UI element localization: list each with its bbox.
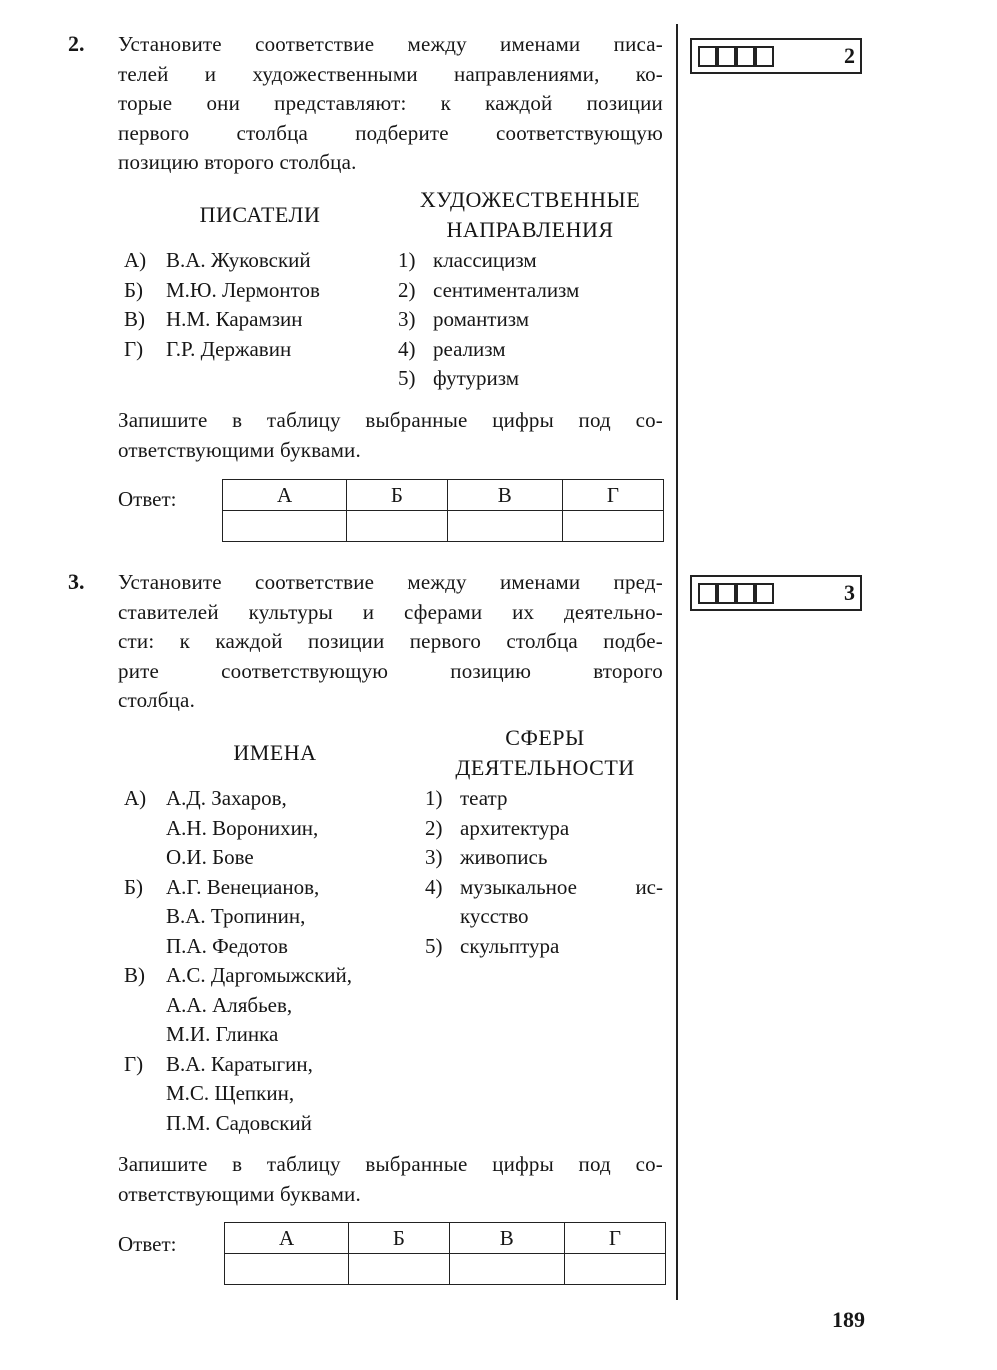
list-item	[398, 364, 579, 394]
answer-header: А	[223, 480, 347, 511]
list-item	[124, 784, 352, 873]
statement-line: столбца.	[118, 688, 196, 712]
item-text: А.Г. Венецианов,	[166, 874, 320, 899]
task-3-number: 3.	[68, 569, 85, 594]
item-text: классицизм	[433, 248, 537, 272]
item-text: А.Д. Захаров,	[166, 786, 287, 810]
item-text: реализм	[433, 336, 506, 361]
item-text: А.Н. Воронихин,	[166, 815, 319, 840]
item-text: Г.Р. Державин	[166, 336, 292, 361]
answer-header: Г	[563, 480, 664, 511]
heading-line: СФЕРЫ	[505, 725, 585, 750]
item-text: В.А. Тропинин,	[166, 904, 306, 928]
list-item	[425, 932, 663, 962]
code-cell[interactable]	[736, 583, 755, 604]
statement-line: торые они представляют: к каждой позиции	[118, 91, 663, 115]
answer-cell[interactable]	[447, 511, 562, 542]
list-item	[124, 873, 352, 962]
item-letter: Б)	[124, 874, 144, 899]
task-2-right-heading	[390, 185, 670, 244]
list-item	[398, 276, 579, 306]
list-item	[124, 276, 320, 306]
statement-line: телей и художественными направлениями, ко-	[118, 61, 663, 86]
item-text: кусство	[460, 904, 529, 928]
item-text: романтизм	[433, 307, 530, 331]
item-text: В.А. Жуковский	[166, 248, 311, 272]
answer-header: Б	[347, 480, 447, 511]
task-2-answer-code-box	[690, 38, 862, 74]
task-3-left-list	[124, 784, 352, 1138]
statement-line: первого столбца подберите соответствующую	[118, 120, 663, 145]
item-text: музыкальное ис-	[460, 874, 663, 899]
task-3-answer-table	[224, 1222, 666, 1285]
answer-code-cells	[698, 583, 774, 604]
item-number: 1)	[398, 248, 416, 272]
task-2-left-heading: ПИСАТЕЛИ	[199, 202, 321, 227]
instruction-line: Запишите в таблицу выбранные цифры под со-	[118, 1152, 663, 1176]
answer-header: Г	[565, 1223, 666, 1254]
heading-line: НАПРАВЛЕНИЯ	[446, 216, 614, 242]
item-text: В.А. Каратыгин,	[166, 1051, 313, 1076]
task-3-statement	[118, 568, 663, 716]
item-letter: В)	[124, 963, 145, 987]
list-item	[398, 335, 579, 365]
statement-line: сти: к каждой позиции первого столбца подбе-	[118, 629, 663, 653]
item-number: 1)	[425, 786, 443, 810]
item-number: 5)	[425, 933, 443, 958]
code-cell[interactable]	[698, 583, 717, 604]
answer-cell[interactable]	[565, 1254, 666, 1285]
page-number: 189	[832, 1307, 865, 1332]
list-item	[124, 335, 320, 365]
list-item	[425, 873, 663, 932]
task-2-right-list	[398, 246, 579, 394]
task-3-answer-label: Ответ:	[118, 1232, 177, 1256]
item-number: 2)	[398, 277, 416, 302]
item-letter: Б)	[124, 277, 144, 302]
item-text: М.Ю. Лермонтов	[166, 277, 320, 302]
margin-divider	[676, 24, 678, 1300]
item-number: 5)	[398, 366, 416, 390]
item-number: 3)	[398, 307, 416, 331]
item-number: 3)	[425, 845, 443, 869]
answer-code-cells	[698, 46, 774, 67]
answer-header: В	[449, 1223, 564, 1254]
answer-cell[interactable]	[563, 511, 664, 542]
item-text: скульптура	[460, 933, 560, 958]
answer-cell[interactable]	[223, 511, 347, 542]
item-letter: Г)	[124, 336, 144, 361]
heading-line: ХУДОЖЕСТВЕННЫЕ	[419, 187, 641, 212]
item-text: П.А. Федотов	[166, 933, 288, 958]
item-number: 4)	[398, 336, 416, 361]
item-letter: А)	[124, 786, 147, 810]
answer-header: В	[447, 480, 562, 511]
code-number: 3	[844, 580, 855, 605]
item-letter: А)	[124, 248, 147, 272]
task-3-right-heading	[405, 723, 685, 782]
item-text: А.С. Даргомыжский,	[166, 963, 353, 987]
answer-header: Б	[349, 1223, 449, 1254]
statement-line: Установите соответствие между именами пред-	[118, 570, 663, 594]
list-item	[124, 961, 352, 1050]
item-text: М.С. Щепкин,	[166, 1081, 295, 1105]
task-2-left-list	[124, 246, 320, 364]
item-text: Н.М. Карамзин	[166, 307, 303, 331]
item-text: живопись	[460, 845, 548, 869]
list-item	[124, 1050, 352, 1139]
task-3-answer-code-box	[690, 575, 862, 611]
answer-cell[interactable]	[347, 511, 447, 542]
task-3-instruction	[118, 1150, 663, 1209]
code-cell[interactable]	[736, 46, 755, 67]
item-letter: В)	[124, 307, 145, 331]
answer-cell[interactable]	[449, 1254, 564, 1285]
list-item	[398, 305, 579, 335]
answer-header: А	[225, 1223, 349, 1254]
list-item	[398, 246, 579, 276]
task-2-statement	[118, 30, 663, 178]
code-cell[interactable]	[755, 46, 774, 67]
item-text-block	[460, 873, 663, 932]
item-text: театр	[460, 786, 508, 810]
item-number: 4)	[425, 874, 443, 899]
statement-line: Установите соответствие между именами писа-	[118, 32, 663, 56]
statement-line: позицию второго столбца.	[118, 150, 357, 174]
item-text: архитектура	[460, 815, 570, 840]
item-number: 2)	[425, 815, 443, 840]
task-2-number: 2.	[68, 31, 85, 56]
item-text: П.М. Садовский	[166, 1110, 312, 1135]
instruction-line: ответствующими буквами.	[118, 1181, 361, 1206]
answer-cell[interactable]	[225, 1254, 349, 1285]
item-text: футуризм	[433, 366, 520, 390]
heading-line: ДЕЯТЕЛЬНОСТИ	[455, 754, 635, 780]
list-item	[124, 246, 320, 276]
code-cell[interactable]	[698, 46, 717, 67]
statement-line: ставителей культуры и сферами их деятельно-	[118, 599, 663, 624]
item-letter: Г)	[124, 1051, 144, 1076]
item-text: М.И. Глинка	[166, 1022, 279, 1046]
task-2-answer-table	[222, 479, 664, 542]
list-item	[425, 814, 663, 844]
list-item	[425, 843, 663, 873]
task-2-instruction	[118, 406, 663, 465]
instruction-line: Запишите в таблицу выбранные цифры под со-	[118, 408, 663, 432]
code-cell[interactable]	[717, 583, 736, 604]
item-text: О.И. Бове	[166, 845, 254, 869]
task-2-answer-label: Ответ:	[118, 487, 177, 511]
code-cell[interactable]	[717, 46, 736, 67]
code-number: 2	[844, 43, 855, 68]
item-text: сентиментализм	[433, 277, 580, 302]
list-item	[124, 305, 320, 335]
instruction-line: ответствующими буквами.	[118, 437, 361, 462]
code-cell[interactable]	[755, 583, 774, 604]
task-3-right-list	[425, 784, 663, 961]
task-3-left-heading: ИМЕНА	[233, 740, 317, 765]
answer-cell[interactable]	[349, 1254, 449, 1285]
item-text: А.А. Алябьев,	[166, 992, 293, 1017]
list-item	[425, 784, 663, 814]
statement-line: рите соответствующую позицию второго	[118, 658, 663, 683]
